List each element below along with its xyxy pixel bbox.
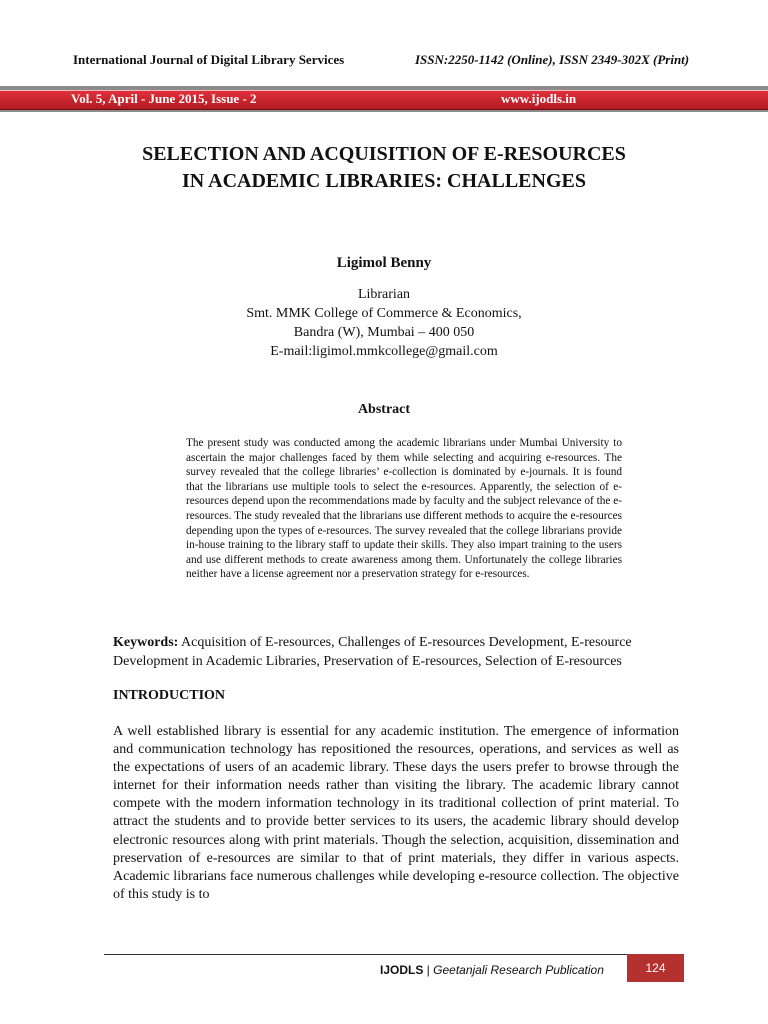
keywords-text: Acquisition of E-resources, Challenges of E-resources Development, E-resource Development in Academic Libraries, Preservation of E-resources, Selection of E-resources [113, 635, 632, 669]
keywords [113, 633, 678, 671]
abstract-heading: Abstract [357, 402, 411, 417]
footer-rule [104, 954, 684, 955]
paper-title [0, 141, 768, 195]
author-address: Bandra (W), Mumbai – 400 050 [293, 325, 475, 340]
footer [380, 958, 604, 982]
footer-publisher: Geetanjali Research Publication [433, 963, 604, 977]
volume-issue: Vol. 5, April - June 2015, Issue - 2 [71, 91, 257, 106]
running-header [0, 52, 768, 70]
author-email: E-mail:ligimol.mmkcollege@gmail.com [270, 344, 498, 359]
footer-brand: IJODLS [380, 963, 424, 977]
author-institution: Smt. MMK College of Commerce & Economics, [246, 306, 522, 321]
journal-name: International Journal of Digital Library Services [73, 52, 345, 67]
author-name: Ligimol Benny [336, 255, 432, 271]
issn: ISSN:2250-1142 (Online), ISSN 2349-302X (Print) [415, 52, 690, 67]
header-band [0, 86, 768, 112]
footer-separator: | [423, 963, 434, 977]
introduction-heading: INTRODUCTION [113, 688, 226, 703]
introduction-text: A well established library is essential for any academic institution. The emergence of information and communication technology has repositioned the resources, operations, and services as well as the expectations of users of an academic library. These days the users prefer to browse through the internet for their information needs rather than visiting the library. The academic library cannot compete with the modern information technology in its traditional collection of print material. To attract the students and to provide better services to its users, the academic library should develop electronic resources along with print materials. Though the selection, acquisition, dissemination and preservation of e-resources are similar to that of print materials, they differ in various aspects. Academic librarians face numerous challenges while developing e-resource collection. The objective of this study is to [113, 724, 679, 902]
title-line-1: SELECTION AND ACQUISITION OF E-RESOURCES [142, 143, 626, 165]
title-line-2: IN ACADEMIC LIBRARIES: CHALLENGES [182, 170, 586, 192]
author-affiliation [0, 285, 768, 361]
author-role: Librarian [357, 287, 411, 302]
abstract-text: The present study was conducted among the academic librarians under Mumbai University to ascertain the major challenges faced by them while selecting and acquiring e-resources. The survey revealed that the college libraries’ e-collection is dominated by e-journals. It is found that the librarians use multiple tools to select the e-resources. Apparently, the selection of e-resources depend upon the recommendations made by faculty and the subject relevance of the e-resources. The study revealed that the librarians use different methods to acquire the e-resources depending upon the types of e-resources. The survey revealed that the college librarians provide in-house training to the library staff to update their skills. They also impart training to the users and use different methods to create awareness among them. Unfortunately the college libraries neither have a license agreement nor a preservation strategy for e-resources. [186, 437, 623, 581]
page-number: 124 [627, 954, 684, 982]
keywords-label: Keywords: [113, 635, 179, 650]
journal-website: www.ijodls.in [501, 91, 577, 106]
